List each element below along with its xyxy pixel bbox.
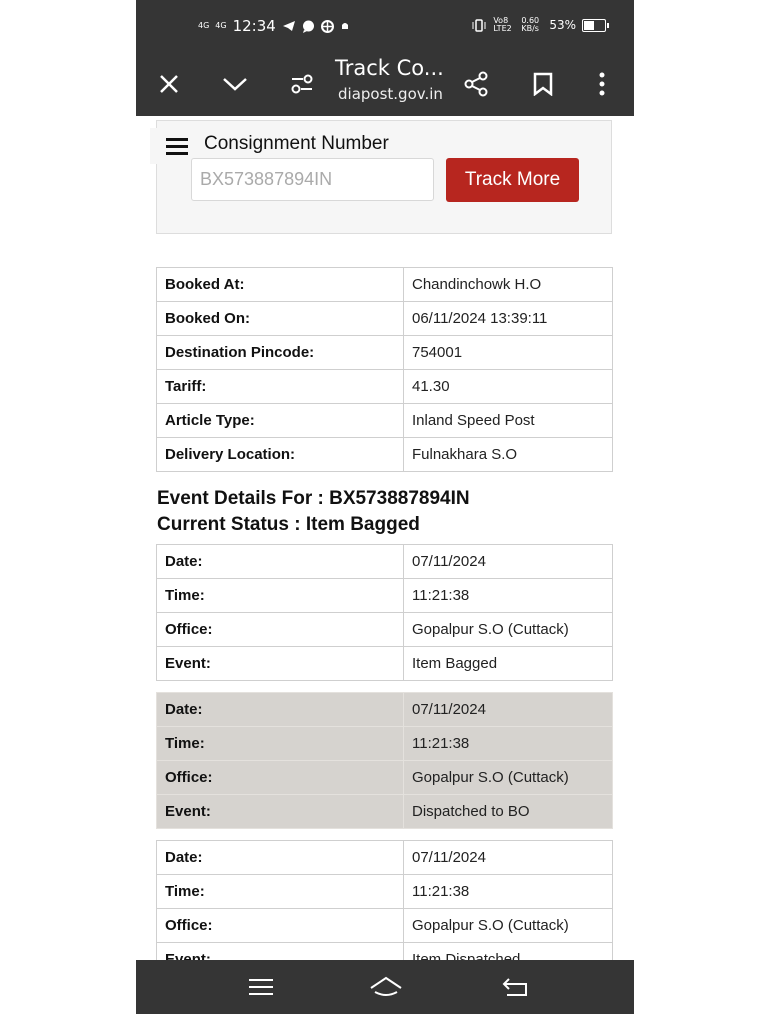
network-1: 4G bbox=[198, 21, 210, 30]
event-row bbox=[157, 579, 613, 613]
event-value: Gopalpur S.O (Cuttack) bbox=[404, 909, 613, 943]
event-value: 07/11/2024 bbox=[404, 841, 613, 875]
booking-details-table bbox=[156, 267, 613, 472]
event-value: 07/11/2024 bbox=[404, 693, 613, 727]
current-status: Current Status : Item Bagged bbox=[157, 514, 420, 535]
event-table bbox=[156, 544, 613, 681]
event-key: Office: bbox=[157, 761, 404, 795]
event-key: Office: bbox=[157, 909, 404, 943]
back-icon[interactable] bbox=[495, 973, 535, 1001]
event-row bbox=[157, 545, 613, 579]
home-icon[interactable] bbox=[366, 973, 406, 1001]
booking-value: 06/11/2024 13:39:11 bbox=[404, 302, 613, 336]
settings-dot-icon bbox=[321, 20, 334, 33]
event-value: Gopalpur S.O (Cuttack) bbox=[404, 613, 613, 647]
booking-value: 41.30 bbox=[404, 370, 613, 404]
track-more-button[interactable]: Track More bbox=[446, 158, 579, 202]
event-heading-block bbox=[157, 486, 470, 538]
battery-percent: 53% bbox=[549, 18, 576, 32]
event-row bbox=[157, 613, 613, 647]
booking-row bbox=[157, 336, 613, 370]
event-table bbox=[156, 692, 613, 829]
notification-icon bbox=[340, 21, 350, 31]
booking-key: Destination Pincode: bbox=[157, 336, 404, 370]
menu-icon[interactable] bbox=[241, 973, 281, 1001]
event-value: 11:21:38 bbox=[404, 875, 613, 909]
booking-row bbox=[157, 302, 613, 336]
event-key: Event: bbox=[157, 795, 404, 829]
event-row bbox=[157, 761, 613, 795]
navigation-bar bbox=[136, 960, 634, 1014]
event-value: 11:21:38 bbox=[404, 727, 613, 761]
booking-row bbox=[157, 370, 613, 404]
network-2: 4G bbox=[215, 21, 227, 30]
volte-indicator: Vo8 LTE2 bbox=[493, 16, 512, 33]
browser-toolbar bbox=[136, 52, 634, 116]
battery-icon bbox=[582, 19, 606, 32]
booking-key: Article Type: bbox=[157, 404, 404, 438]
event-details-title: Event Details For : BX573887894IN bbox=[157, 488, 470, 509]
booking-value: Inland Speed Post bbox=[404, 404, 613, 438]
close-icon[interactable] bbox=[151, 66, 187, 102]
event-value: Dispatched to BO bbox=[404, 795, 613, 829]
event-row bbox=[157, 647, 613, 681]
event-value: 07/11/2024 bbox=[404, 545, 613, 579]
booking-row bbox=[157, 404, 613, 438]
event-row bbox=[157, 693, 613, 727]
booking-key: Booked At: bbox=[157, 268, 404, 302]
phone-screen bbox=[136, 0, 634, 1014]
event-row bbox=[157, 875, 613, 909]
page-url[interactable]: diapost.gov.in bbox=[338, 85, 443, 103]
vibrate-icon bbox=[471, 19, 487, 32]
site-settings-icon[interactable] bbox=[284, 66, 320, 102]
event-value: Gopalpur S.O (Cuttack) bbox=[404, 761, 613, 795]
event-key: Date: bbox=[157, 693, 404, 727]
event-table bbox=[156, 840, 613, 977]
booking-row bbox=[157, 268, 613, 302]
telegram-icon bbox=[282, 20, 296, 32]
event-value: Item Bagged bbox=[404, 647, 613, 681]
event-key: Event: bbox=[157, 647, 404, 681]
chevron-down-icon[interactable] bbox=[217, 66, 253, 102]
event-key: Time: bbox=[157, 875, 404, 909]
event-key: Date: bbox=[157, 841, 404, 875]
chat-icon bbox=[302, 20, 315, 33]
page-title[interactable]: Track Co... bbox=[335, 56, 444, 80]
booking-value: Chandinchowk H.O bbox=[404, 268, 613, 302]
event-row bbox=[157, 909, 613, 943]
booking-key: Booked On: bbox=[157, 302, 404, 336]
event-key: Date: bbox=[157, 545, 404, 579]
booking-value: 754001 bbox=[404, 336, 613, 370]
share-icon[interactable] bbox=[458, 66, 494, 102]
event-row bbox=[157, 727, 613, 761]
consignment-label: Consignment Number bbox=[204, 133, 389, 154]
booking-row bbox=[157, 438, 613, 472]
booking-key: Delivery Location: bbox=[157, 438, 404, 472]
event-value: 11:21:38 bbox=[404, 579, 613, 613]
event-key: Office: bbox=[157, 613, 404, 647]
clock: 12:34 bbox=[232, 17, 276, 35]
event-row bbox=[157, 795, 613, 829]
event-row bbox=[157, 841, 613, 875]
net-speed: 0.60 KB/s bbox=[521, 16, 540, 33]
bookmark-icon[interactable] bbox=[525, 66, 561, 102]
event-key: Time: bbox=[157, 579, 404, 613]
more-vert-icon[interactable] bbox=[584, 66, 620, 102]
status-bar bbox=[136, 0, 634, 52]
consignment-input[interactable] bbox=[191, 158, 434, 201]
booking-key: Tariff: bbox=[157, 370, 404, 404]
event-key: Time: bbox=[157, 727, 404, 761]
booking-value: Fulnakhara S.O bbox=[404, 438, 613, 472]
